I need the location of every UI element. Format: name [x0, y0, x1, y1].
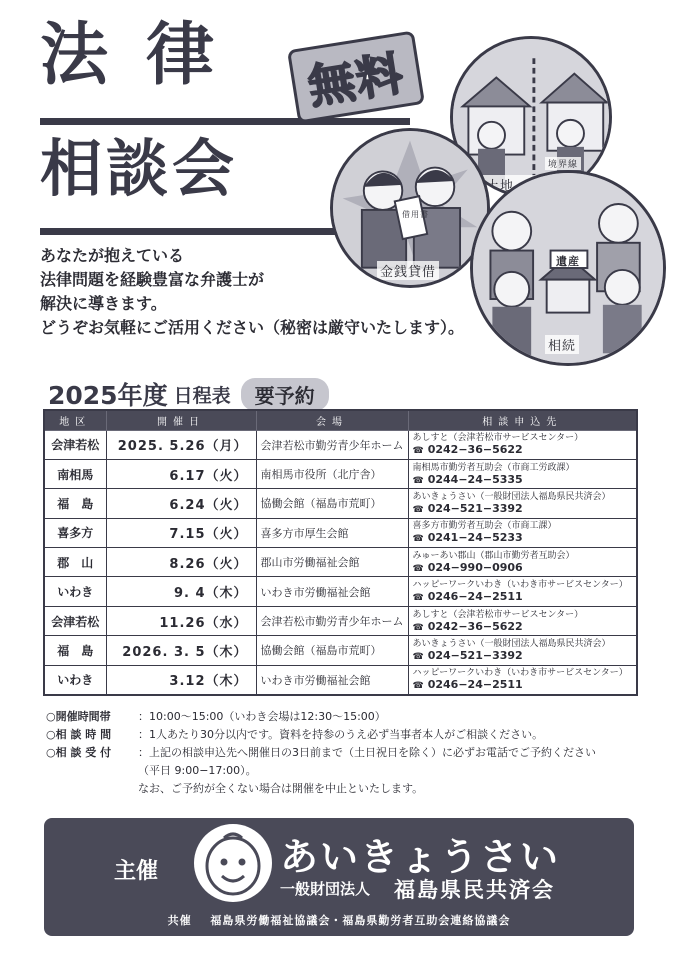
- phone-icon: ☎: [412, 475, 424, 486]
- phone-icon: ☎: [412, 534, 424, 545]
- money-label: 金銭貸借: [377, 261, 439, 280]
- note-cancel: なお、ご予約が全くない場合は開催を中止といたします。: [138, 782, 424, 795]
- boundary-sign: 境界線: [545, 157, 581, 170]
- contact-tel: [413, 650, 633, 663]
- table-row: [44, 548, 637, 577]
- tel-number: 0242−36−5622: [427, 443, 523, 457]
- contact-tel: [413, 562, 633, 575]
- notes: [46, 708, 596, 798]
- tel-number: 024−521−3392: [427, 648, 523, 662]
- phone-icon: ☎: [412, 681, 424, 692]
- intro-line: どうぞお気軽にご活用ください（秘密は厳守いたします）。: [40, 318, 465, 337]
- cell-venue: 南相馬市役所（北庁舎）: [256, 459, 408, 488]
- contact-tel: [413, 679, 633, 692]
- cell-venue: 協働会館（福島市荒町）: [256, 489, 408, 518]
- cell-contact: [408, 636, 637, 665]
- phone-icon: ☎: [412, 622, 424, 633]
- contact-name: あいきょうさい（一般財団法人福島県民共済会）: [412, 491, 611, 502]
- cosponsor-names: 福島県労働福祉協議会・福島県勤労者互助会連絡協議会: [210, 914, 511, 927]
- org-prefix: 一般財団法人: [280, 880, 371, 898]
- cell-contact: [408, 459, 637, 488]
- phone-icon: ☎: [412, 446, 424, 457]
- estate-sign: 遺産: [556, 255, 580, 268]
- mascot-icon: [194, 824, 272, 902]
- contact-name: ハッピーワークいわき（いわき市サービスセンター）: [412, 580, 628, 591]
- table-row: [44, 665, 637, 694]
- table-row: [44, 489, 637, 518]
- cell-venue: 郡山市労働福祉会館: [256, 548, 408, 577]
- cell-date: 6.17（火）: [106, 459, 256, 488]
- cell-venue: 会津若松市勤労青少年ホーム: [256, 606, 408, 635]
- cell-venue: いわき市労働福祉会館: [256, 577, 408, 606]
- phone-icon: ☎: [412, 651, 424, 662]
- cell-area: 会津若松: [44, 430, 106, 459]
- org-name: 福島県民共済会: [394, 878, 555, 902]
- contact-name: ハッピーワークいわき（いわき市サービスセンター）: [412, 668, 628, 679]
- cell-venue: いわき市労働福祉会館: [256, 665, 408, 694]
- cell-date: 11.26（水）: [106, 606, 256, 635]
- cell-contact: [408, 665, 637, 694]
- tel-number: 024−521−3392: [427, 501, 523, 515]
- contact-tel: [413, 621, 633, 634]
- cell-area: 南相馬: [44, 459, 106, 488]
- table-row: [44, 518, 637, 547]
- cell-contact: [408, 606, 637, 635]
- cell-area: 会津若松: [44, 606, 106, 635]
- cell-area: 福 島: [44, 489, 106, 518]
- free-badge: [287, 30, 425, 123]
- note-hours: [46, 708, 596, 726]
- note-duration: [46, 726, 596, 744]
- schedule-year: 2025年度: [48, 381, 168, 410]
- cosponsors: [44, 912, 634, 928]
- note-duration-value: ：1人あたり30分以内です。資料を持参のうえ必ず当事者本人がご相談ください。: [138, 728, 544, 741]
- schedule-subtitle: 日程表: [173, 384, 231, 407]
- cell-venue: 喜多方市厚生会館: [256, 518, 408, 547]
- cosponsor-label: 共催: [167, 914, 192, 927]
- header-contact: 相談申込先: [408, 410, 637, 430]
- note-hours-label: ○開催時間帯: [46, 710, 111, 723]
- contact-tel: [413, 532, 633, 545]
- header-venue: 会場: [256, 410, 408, 430]
- tel-number: 0246−24−2511: [427, 678, 523, 692]
- cell-date: 7.15（火）: [106, 518, 256, 547]
- cell-area: 喜多方: [44, 518, 106, 547]
- inheritance-illustration: [470, 170, 666, 366]
- tel-number: 0246−24−2511: [427, 590, 523, 604]
- note-booking-label: ○相 談 受 付: [46, 746, 112, 759]
- header-date: 開催日: [106, 410, 256, 430]
- contact-name: 喜多方市勤労者互助会（市商工課）: [412, 521, 557, 532]
- phone-icon: ☎: [412, 563, 424, 574]
- note-booking-hours: （平日 9:00−17:00）。: [138, 764, 257, 777]
- tel-number: 0242−36−5622: [427, 619, 523, 633]
- table-header-row: [44, 410, 637, 430]
- cell-area: いわき: [44, 665, 106, 694]
- cell-date: 2025. 5.26（月）: [106, 430, 256, 459]
- table-row: [44, 606, 637, 635]
- note-booking: [46, 744, 596, 762]
- cell-contact: [408, 489, 637, 518]
- table-row: [44, 430, 637, 459]
- note-duration-label: ○相 談 時 間: [46, 728, 112, 741]
- schedule-heading: [48, 376, 329, 412]
- intro-line: あなたが抱えている: [40, 246, 185, 265]
- contact-name: あいきょうさい（一般財団法人福島県民共済会）: [412, 638, 611, 649]
- table-row: [44, 459, 637, 488]
- contact-name: 南相馬市勤労者互助会（市商工労政課）: [412, 462, 575, 473]
- table-row: [44, 636, 637, 665]
- tel-number: 0241−24−5233: [427, 531, 523, 545]
- cell-date: 6.24（火）: [106, 489, 256, 518]
- title-line2: 相談会: [40, 132, 239, 205]
- inheritance-label: 相続: [545, 335, 579, 354]
- contact-tel: [413, 474, 633, 487]
- cell-contact: [408, 577, 637, 606]
- contact-tel: [413, 591, 633, 604]
- cell-date: 9. 4（木）: [106, 577, 256, 606]
- title-rule-bottom: [40, 228, 350, 235]
- contact-name: みゅーあい郡山（郡山市勤労者互助会）: [412, 550, 575, 561]
- cell-venue: 協働会館（福島市荒町）: [256, 636, 408, 665]
- intro-line: 解決に導きます。: [40, 294, 167, 313]
- phone-icon: ☎: [412, 593, 424, 604]
- contact-tel: [413, 503, 633, 516]
- note-hours-value: ：10:00〜15:00（いわき会場は12:30〜15:00）: [138, 710, 386, 723]
- cell-area: 福 島: [44, 636, 106, 665]
- note-booking-value: ：上記の相談申込先へ開催日の3日前まで（土日祝日を除く）に必ずお電話でご予約ください: [138, 746, 596, 759]
- cell-contact: [408, 518, 637, 547]
- tel-number: 0244−24−5335: [427, 472, 523, 486]
- header-area: 地区: [44, 410, 106, 430]
- cell-date: 2026. 3. 5（木）: [106, 636, 256, 665]
- title-rule-top: [40, 118, 410, 125]
- contact-tel: [413, 444, 633, 457]
- cell-contact: [408, 430, 637, 459]
- table-row: [44, 577, 637, 606]
- contact-name: あしすと（会津若松市サービスセンター）: [412, 609, 584, 620]
- cell-contact: [408, 548, 637, 577]
- organizer-label: 主催: [114, 859, 159, 884]
- organizer-panel: [44, 818, 634, 936]
- cell-date: 3.12（木）: [106, 665, 256, 694]
- intro-text: [40, 244, 464, 340]
- schedule-table: [43, 409, 638, 696]
- free-badge-text: 無料: [304, 45, 409, 115]
- contact-name: あしすと（会津若松市サービスセンター）: [412, 433, 584, 444]
- cell-venue: 会津若松市勤労青少年ホーム: [256, 430, 408, 459]
- reservation-required-badge: 要予約: [241, 378, 329, 411]
- phone-icon: ☎: [412, 504, 424, 515]
- intro-line: 法律問題を経験豊富な弁護士が: [40, 270, 265, 289]
- cell-area: 郡 山: [44, 548, 106, 577]
- cell-area: いわき: [44, 577, 106, 606]
- brand-name: あいきょうさい: [280, 835, 561, 879]
- tel-number: 024−990−0906: [427, 560, 523, 574]
- loan-document: 借用書: [402, 210, 429, 219]
- cell-date: 8.26（火）: [106, 548, 256, 577]
- title-line1: 法律: [40, 16, 253, 95]
- schedule-body: [44, 430, 637, 695]
